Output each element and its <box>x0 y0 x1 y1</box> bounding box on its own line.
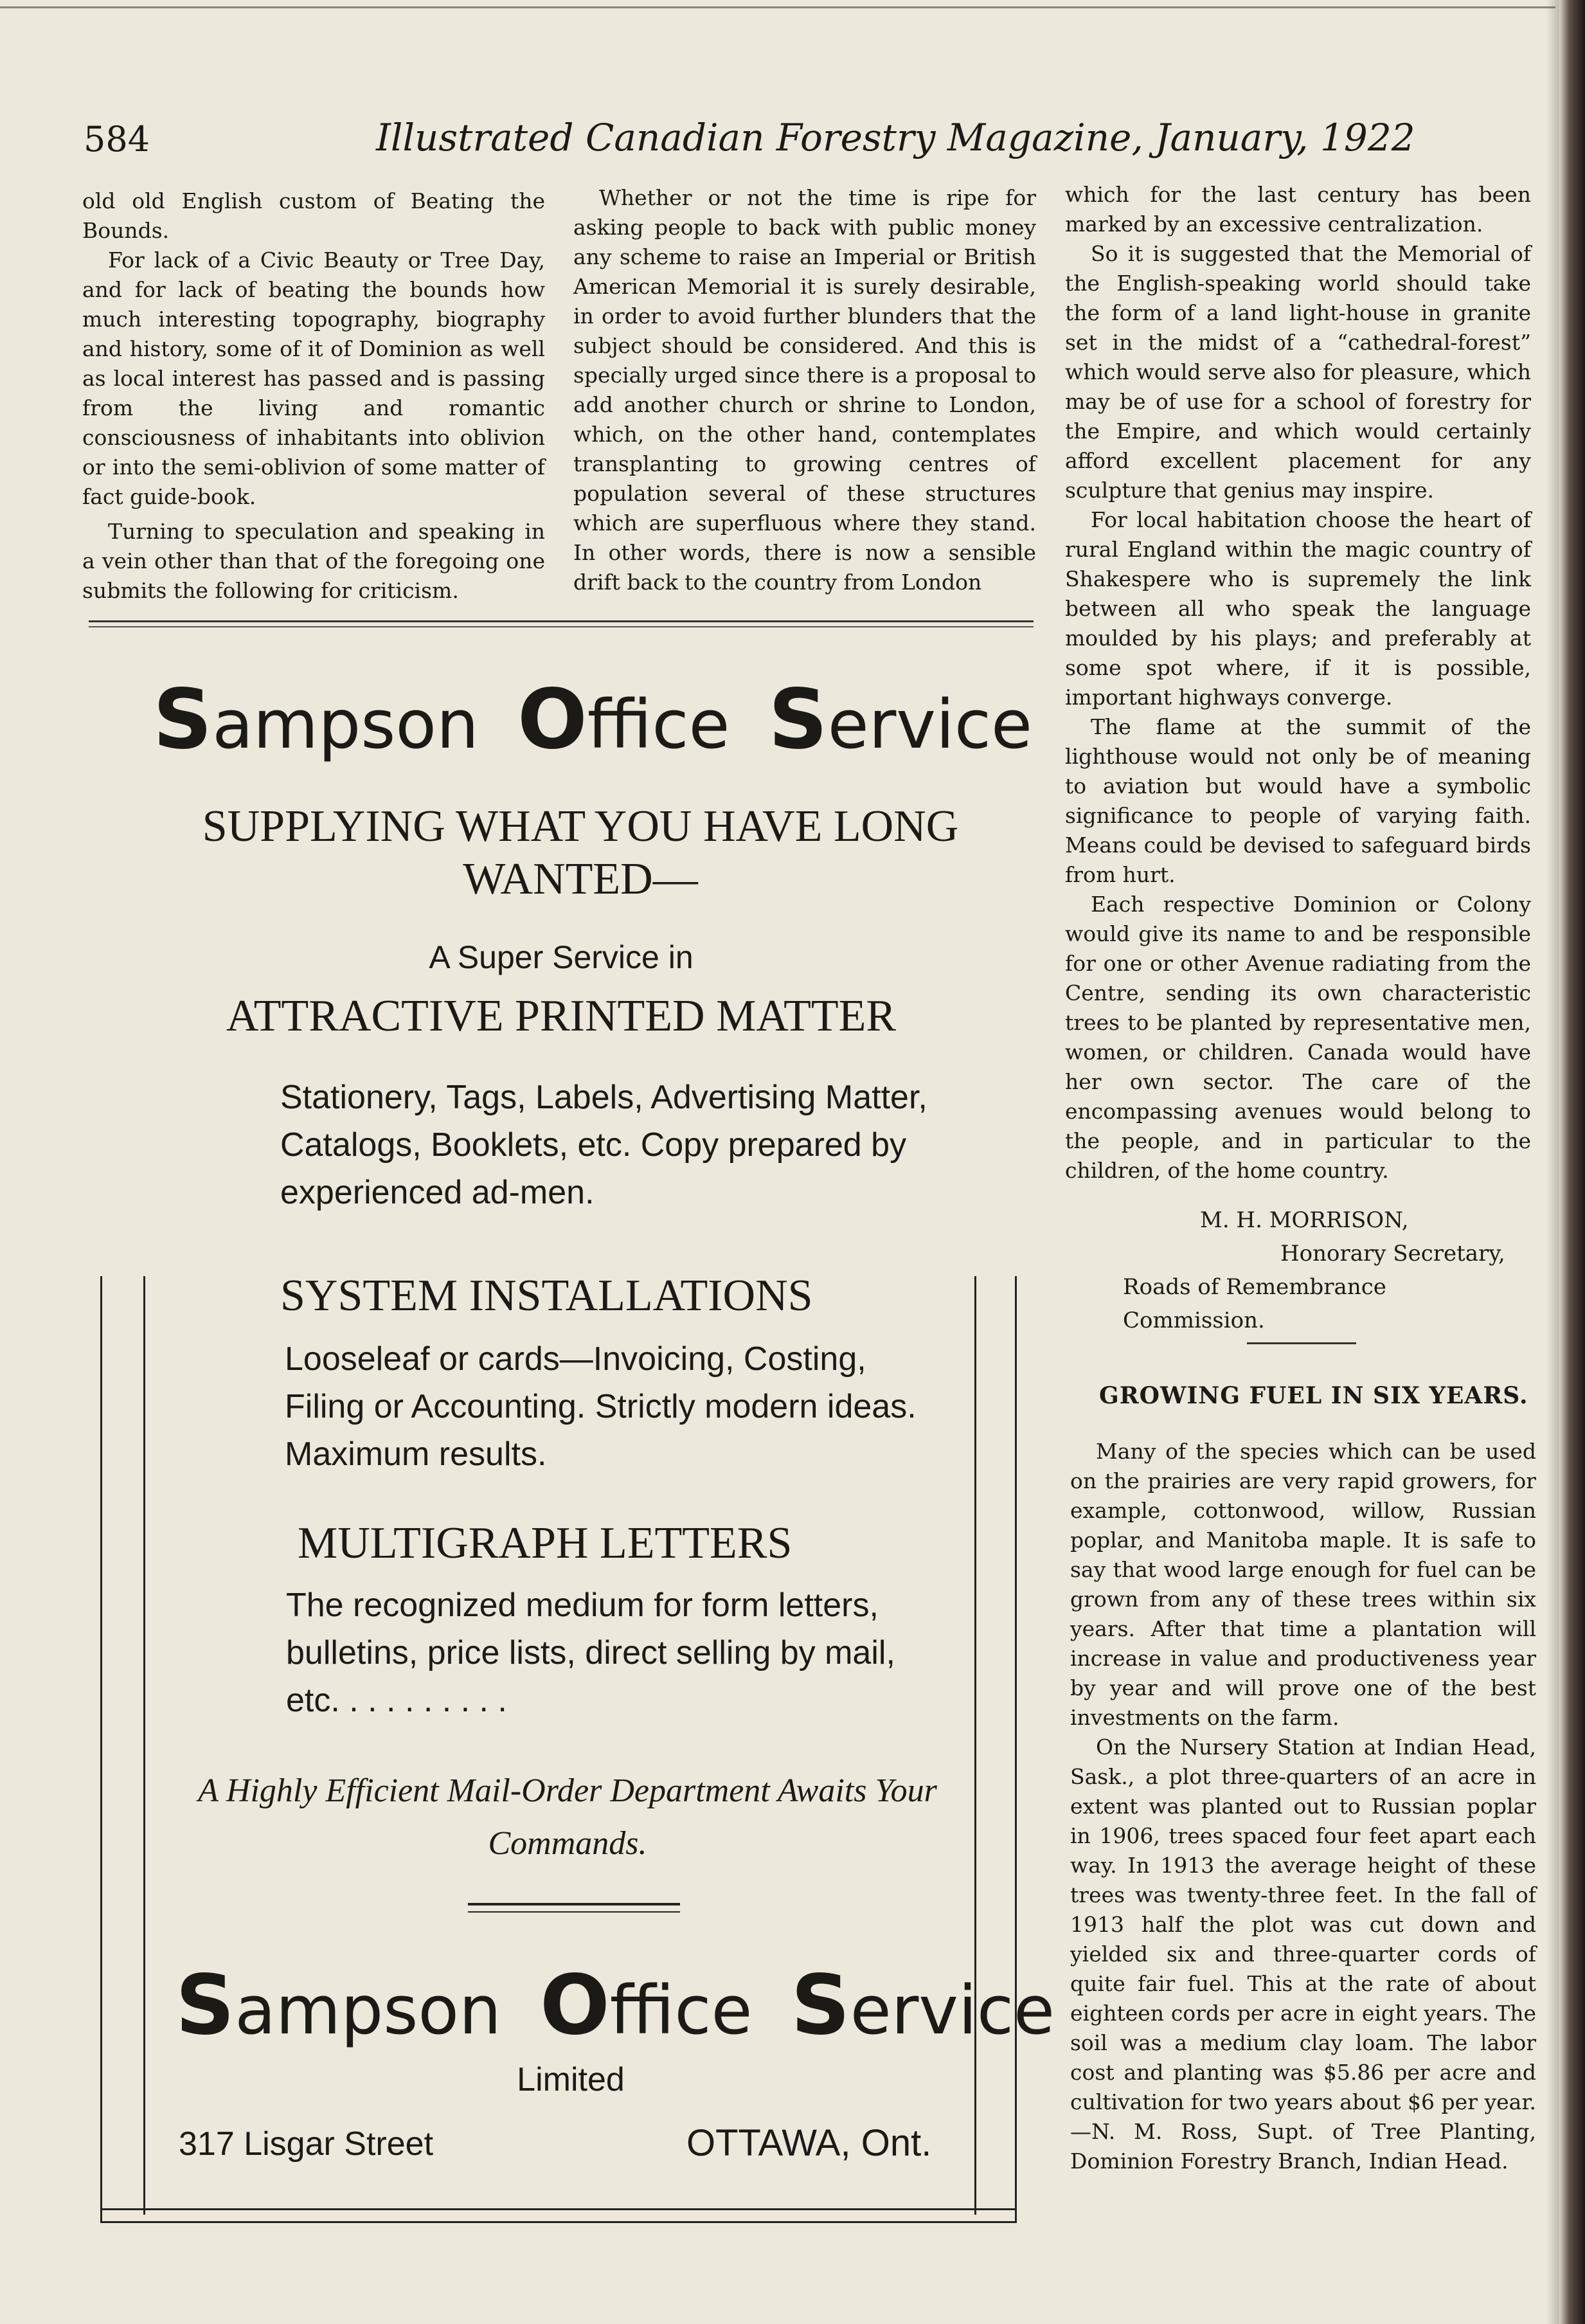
sampson-advertisement <box>89 620 1053 2208</box>
ad-tagline: A Highly Efficient Mail-Order Department Awaits Your Commands. <box>198 1772 937 1862</box>
signature-block <box>1065 1203 1531 1337</box>
paragraph: Many of the species which can be used on the prairies are very rapid growers, for example, cottonwood, willow, Russian poplar, and Manitoba maple. It is safe to say that wood large enough for fuel can be grown from any of these trees within six years. After that time a plantation will increase in value and productiveness year by year and will prove one of the best investments on the farm. <box>1070 1439 1536 1730</box>
brand-word: ampson <box>235 1971 501 2049</box>
paragraph: The flame at the summit of the lighthouse would not only be of meaning to aviation but would have a symbolic significance to people of varying faith. Means could be devised to safeguard birds from hurt. <box>1065 714 1531 887</box>
paragraph: Each respective Dominion or Colony would give its name to and be responsible for one or other Avenue radiating from the Centre, sending its own characteristic trees to be planted by representative men, women, or children. Canada would have her own sector. The care of the encompassing avenues would belong to the people, and in particular to the children, of the home country. <box>1065 892 1531 1183</box>
ad-brand-footer <box>175 1958 1093 2053</box>
section-divider <box>1247 1342 1356 1344</box>
article-left-column <box>82 186 545 606</box>
ad-bottom-rule <box>100 2208 1017 2210</box>
paragraph: On the Nursery Station at Indian Head, Sask., a plot three-quarters of an acre in extent was planted out to Russian poplar in 1906, trees spaced four feet apart each way. In 1913 the average height of these trees was twenty-three feet. In the fall of 1913 half the plot was cut down and yielded six and three-quarter cords of quite fair fuel. This at the rate of about eighteen cords per acre in eight years. The soil was a medium clay loam. The labor cost and planting was $5.86 per acre and cultivation for two years about $6 per year.—N. M. Ross, Supt. of Tree Planting, Dominion Forestry Branch, Indian Head. <box>1070 1734 1536 2174</box>
ad-top-rule <box>89 620 1034 622</box>
brand-initial: O <box>517 672 587 768</box>
ad-brand-title <box>153 672 1071 768</box>
paragraph: Turning to speculation and speaking in a vein other than that of the foregoing one submits the following for criticism. <box>82 519 545 603</box>
ad-divider <box>468 1903 680 1905</box>
brand-word: ervice <box>827 685 1033 764</box>
page-number: 584 <box>84 119 150 159</box>
brand-word: ampson <box>212 685 479 764</box>
page-binding-edge <box>1559 0 1585 2324</box>
top-edge-rule <box>0 6 1555 8</box>
page-fold-shadow <box>1546 0 1559 2324</box>
ad-section-body-multigraph: The recognized medium for form letters, bulletins, price lists, direct selling by mail, etc. . . . . . . . . . <box>286 1587 895 1719</box>
paragraph: For local habitation choose the heart of rural England within the magic country of Shakespere who is supremely the link between all who speak the language moulded by his plays; and preferably at some spot where, if it is possible, important highways converge. <box>1065 507 1531 710</box>
article-middle-column <box>573 183 1036 597</box>
ad-section-title-multigraph: MULTIGRAPH LETTERS <box>298 1518 792 1568</box>
signature-title: Honorary Secretary, <box>1280 1241 1505 1266</box>
brand-word: ervice <box>850 1971 1055 2049</box>
brand-initial: S <box>175 1958 235 2053</box>
brand-initial: S <box>791 1958 850 2053</box>
ad-body-stationery: Stationery, Tags, Labels, Advertising Matter, Catalogs, Booklets, etc. Copy prepared by experienced ad-men. <box>280 1079 927 1211</box>
paragraph: For lack of a Civic Beauty or Tree Day, and for lack of beating the bounds how much interesting topography, biography and history, some of it of Dominion as well as local interest has passed and is passing from the living and romantic consciousness of inhabitants into oblivion or into the semi-oblivion of some matter of fact guide-book. <box>82 248 545 509</box>
brand-initial: S <box>153 672 213 768</box>
ad-section-body-system: Looseleaf or cards—Invoicing, Costing, Filing or Accounting. Strictly modern ideas. Maximum results. <box>285 1340 917 1473</box>
brand-initial: S <box>768 672 828 768</box>
running-title: Illustrated Canadian Forestry Magazine, January, 1922 <box>376 116 1415 159</box>
paragraph: old old English custom of Beating the Bounds. <box>82 188 545 243</box>
brand-word: ffice <box>587 685 730 764</box>
signature-name: M. H. MORRISON, <box>1200 1207 1409 1233</box>
ad-section-title-system: SYSTEM INSTALLATIONS <box>280 1271 813 1320</box>
ad-city: OTTAWA, Ont. <box>686 2122 932 2164</box>
ad-headline-printed-matter: ATTRACTIVE PRINTED MATTER <box>226 991 897 1041</box>
brand-initial: O <box>539 1958 610 2053</box>
ad-company-suffix: Limited <box>517 2061 625 2098</box>
brand-word: ffice <box>609 1971 753 2049</box>
fuel-article-column <box>1070 1437 1536 2176</box>
paragraph: So it is suggested that the Memorial of the English-speaking world should take the form of a land light-house in granite set in the midst of a “cathedral-forest” which would serve also for pleasure, which may be of use for a school of forestry for the Empire, and which would certainly afford excellent placement for any sculpture that genius may inspire. <box>1065 241 1531 503</box>
ad-subheadline: A Super Service in <box>429 939 694 975</box>
paragraph: which for the last century has been marked by an excessive centralization. <box>1065 182 1531 237</box>
article-right-column <box>1065 180 1531 1337</box>
ad-divider-thin <box>468 1911 680 1913</box>
ad-headline: SUPPLYING WHAT YOU HAVE LONG WANTED— <box>202 802 959 904</box>
paragraph: Whether or not the time is ripe for asking people to back with public money any scheme to raise an Imperial or British American Memorial it is surely desirable, in order to avoid further blunders that the subject should be considered. And this is specially urged since there is a proposal to add another church or shrine to London, which, on the other hand, contemplates transplanting to growing centres of population several of these structures which are superfluous where they stand. In other words, there is now a sensible drift back to the country from London <box>573 185 1036 595</box>
ad-street-address: 317 Lisgar Street <box>179 2125 434 2163</box>
ad-top-rule-thin <box>89 626 1034 627</box>
section-heading: GROWING FUEL IN SIX YEARS. <box>1099 1382 1528 1409</box>
signature-organization: Roads of Remembrance Commission. <box>1123 1274 1386 1333</box>
